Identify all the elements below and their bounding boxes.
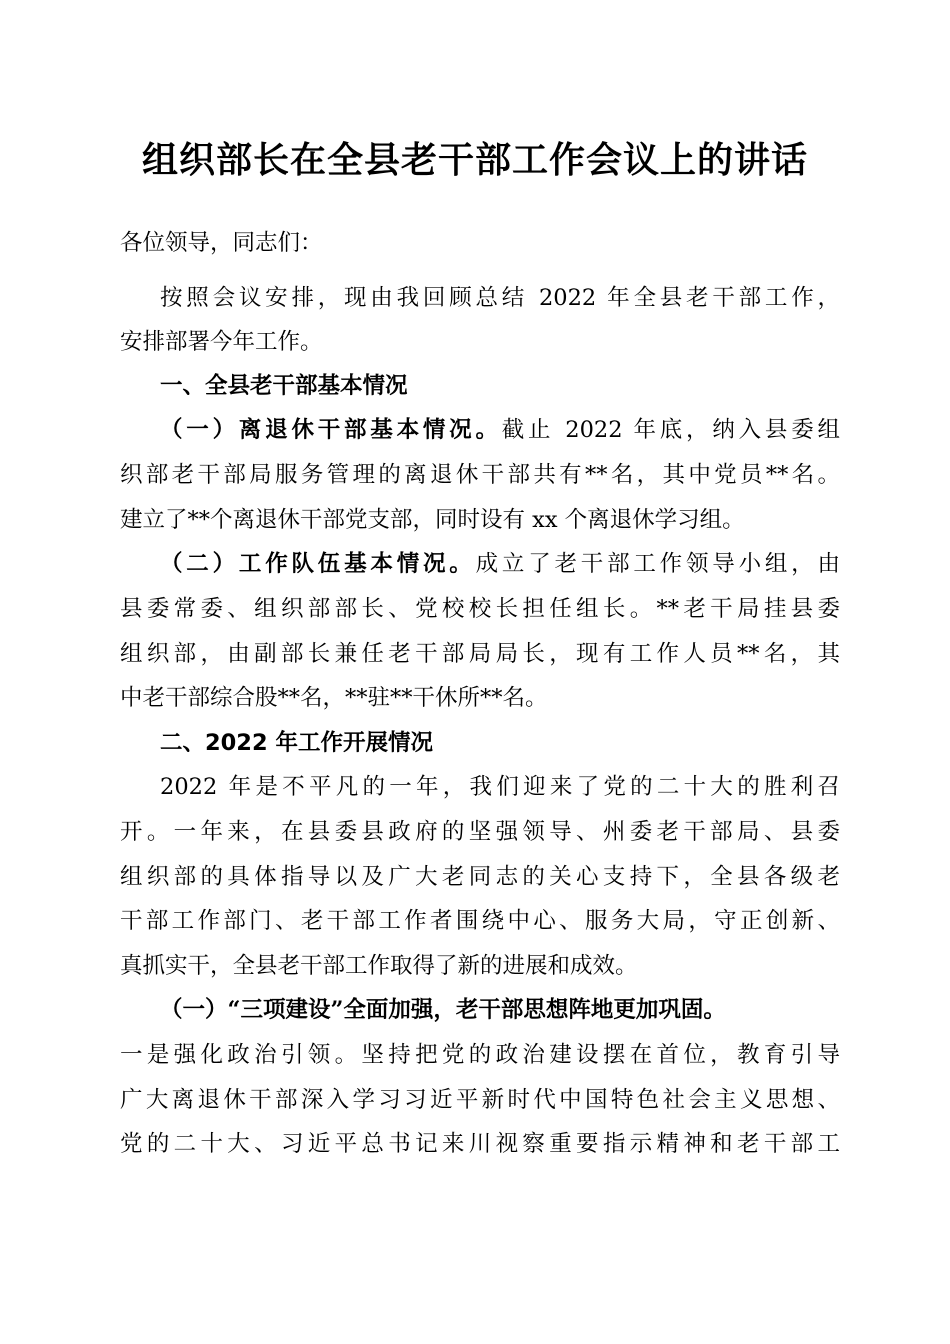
s1-p1-line-1	[160, 415, 840, 445]
s1-p1-text-1: 截止 2022 年底，纳入县委组	[501, 417, 840, 443]
s2-p2-line-3: 党的二十大、习近平总书记来川视察重要指示精神和老干部工	[120, 1131, 840, 1157]
intro-line-2: 安排部署今年工作。	[120, 329, 323, 355]
s2-p2-line-1: 一是强化政治引领。坚持把党的政治建设摆在首位，教育引导	[120, 1042, 840, 1068]
intro-line-1: 按照会议安排，现由我回顾总结 2022 年全县老干部工作，	[160, 285, 840, 311]
s2-p1-line-5: 真抓实干，全县老干部工作取得了新的进展和成效。	[120, 953, 638, 979]
s2-p1-line-2: 开。一年来，在县委县政府的坚强领导、州委老干部局、县委	[120, 819, 840, 845]
document-title: 组织部长在全县老干部工作会议上的讲话	[141, 139, 808, 181]
section1-heading: 一、全县老干部基本情况	[160, 373, 408, 399]
s1-p2-line-4: 中老干部综合股**名，**驻**干休所**名。	[120, 685, 548, 711]
s1-p2-line-3: 组织部，由副部长兼任老干部局局长，现有工作人员**名，其	[120, 641, 840, 667]
s1-p2-lead: （二）工作队伍基本情况。	[160, 551, 476, 577]
s1-p1-line-3: 建立了**个离退休干部党支部，同时设有 xx 个离退休学习组。	[120, 507, 745, 533]
greeting: 各位领导，同志们：	[120, 230, 323, 256]
s2-p1-line-1: 2022 年是不平凡的一年，我们迎来了党的二十大的胜利召	[160, 774, 840, 800]
s1-p1-line-2: 织部老干部局服务管理的离退休干部共有**名，其中党员**名。	[120, 462, 840, 488]
s1-p2-line-2: 县委常委、组织部部长、党校校长担任组长。**老干局挂县委	[120, 596, 840, 622]
s2-p2-lead: （一）“三项建设”全面加强，老干部思想阵地更加巩固。	[160, 997, 726, 1023]
s2-p1-line-3: 组织部的具体指导以及广大老同志的关心支持下，全县各级老	[120, 864, 840, 890]
section2-heading: 二、2022 年工作开展情况	[160, 730, 433, 756]
s2-p1-line-4: 干部工作部门、老干部工作者围绕中心、服务大局，守正创新、	[120, 908, 840, 934]
s2-p2-line-2: 广大离退休干部深入学习习近平新时代中国特色社会主义思想、	[120, 1087, 840, 1113]
s1-p1-lead: （一）离退休干部基本情况。	[160, 417, 502, 443]
s1-p2-text-1: 成立了老干部工作领导小组，由	[475, 551, 840, 577]
s1-p2-line-1	[160, 549, 840, 579]
